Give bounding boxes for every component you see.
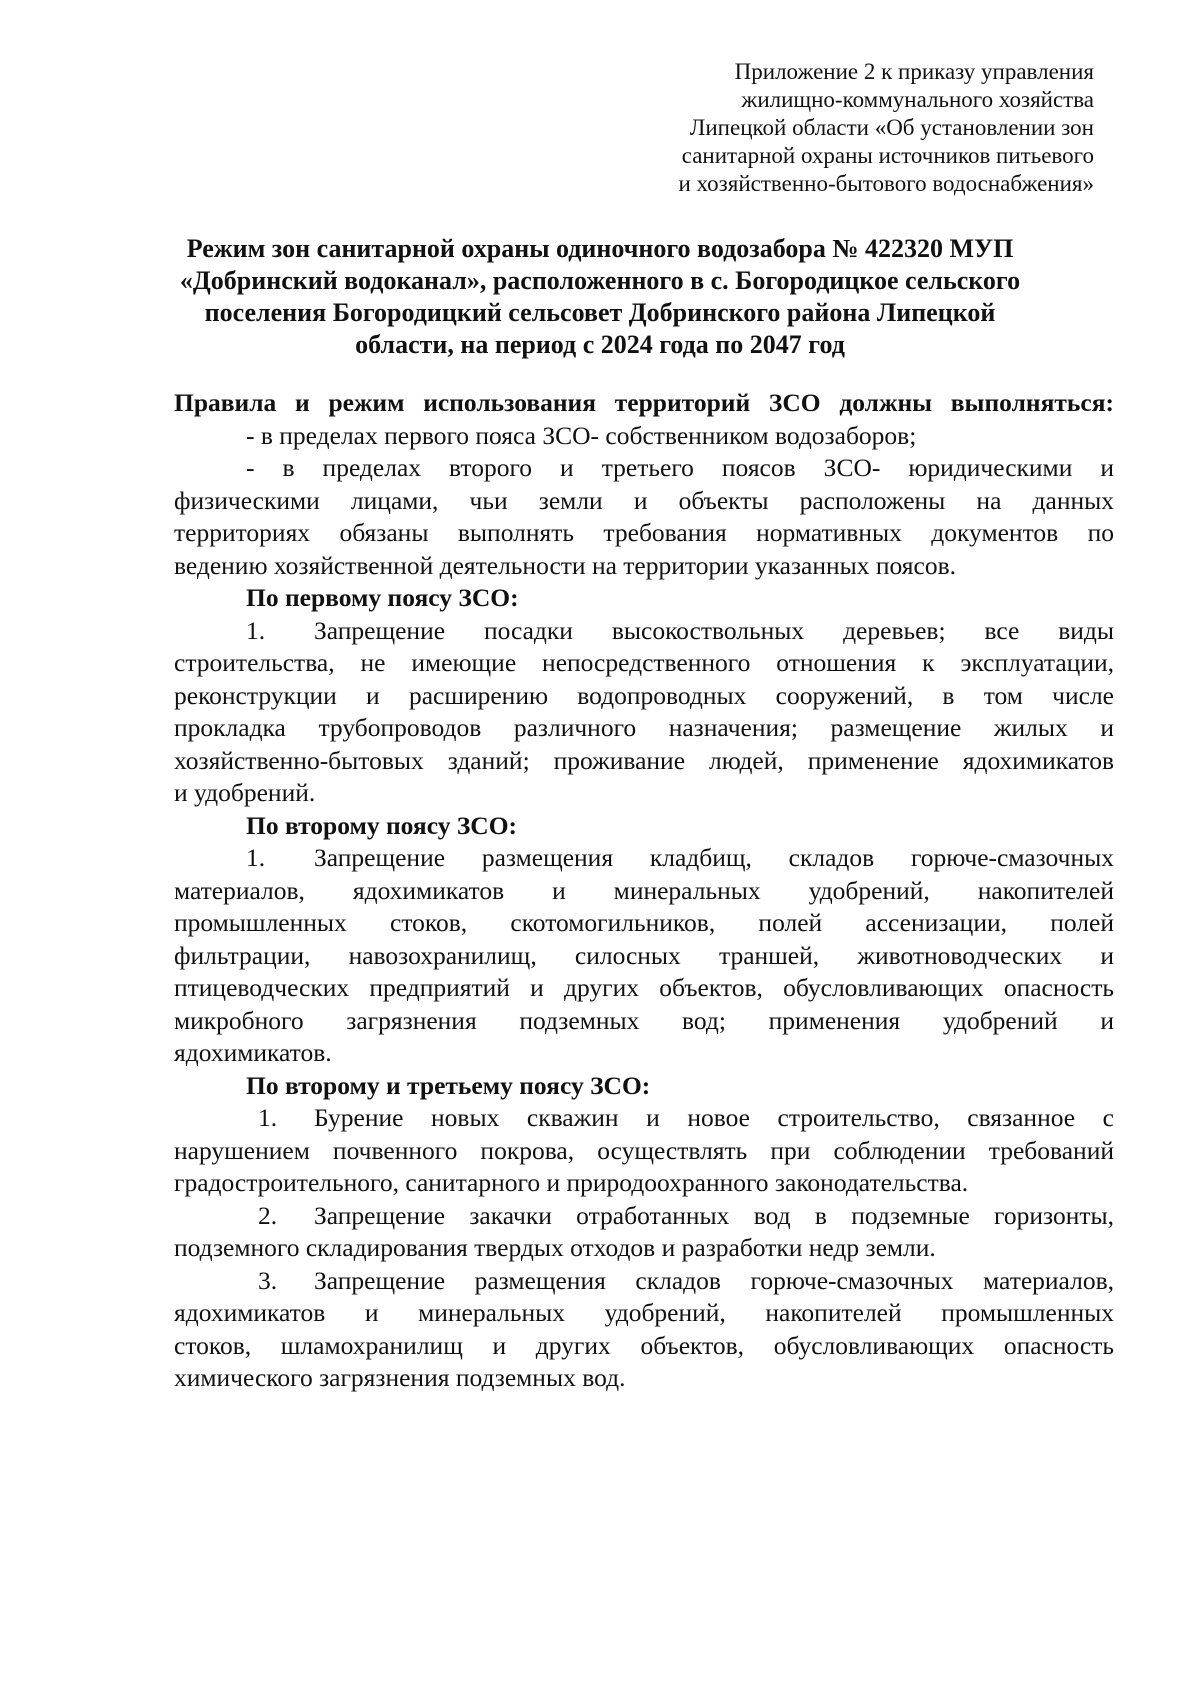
- title-line: «Добринский водоканал», расположенного в с. Богородицкое сельского: [179, 266, 1021, 295]
- document-body: [174, 387, 1114, 1395]
- belt1-item: [174, 615, 1114, 648]
- belt2-line: микробного загрязнения подземных вод; применения удобрений и: [174, 1005, 1114, 1035]
- belt2-line: птицеводческих предприятий и других объектов, обусловливающих опасность: [174, 973, 1114, 1002]
- item-text: Бурение новых скважин и новое строительство, связанное с: [314, 1103, 1114, 1132]
- item-number: 1.: [246, 843, 266, 872]
- document-title: [150, 233, 1050, 361]
- rules-line: физическими лицами, чьи земли и объекты расположены на данных: [174, 485, 1114, 515]
- item-text: Запрещение посадки высокоствольных деревьев; все виды: [314, 615, 1114, 645]
- belt2-heading: По второму поясу ЗСО:: [246, 810, 518, 840]
- belt1-line: и удобрений.: [174, 778, 316, 807]
- belt23-line: нарушением почвенного покрова, осуществлять при соблюдении требований: [174, 1135, 1114, 1165]
- annex-note: [534, 58, 1094, 198]
- belt2-line: материалов, ядохимикатов и минеральных удобрений, накопителей: [174, 875, 1114, 905]
- title-line: области, на период с 2024 года по 2047 год: [355, 330, 845, 359]
- item-text: Запрещение размещения складов горюче-смазочных материалов,: [314, 1265, 1114, 1295]
- rules-item-first-belt: - в пределах первого пояса ЗСО- собственником водозаборов;: [246, 420, 917, 450]
- belt23-line: ядохимикатов и минеральных удобрений, накопителей промышленных: [174, 1298, 1114, 1327]
- rules-line: территориях обязаны выполнять требования нормативных документов по: [174, 518, 1114, 547]
- item-number: 2.: [258, 1200, 278, 1230]
- belt23-line: подземного складирования твердых отходов и разработки недр земли.: [174, 1233, 936, 1262]
- belt2-item: [174, 842, 1114, 875]
- annex-line: Липецкой области «Об установлении зон: [689, 115, 1094, 140]
- item-number: 1.: [258, 1103, 278, 1132]
- belt1-line: реконструкции и расширению водопроводных сооружений, в том числе: [174, 680, 1114, 710]
- annex-line: санитарной охраны источников питьевого: [681, 143, 1094, 168]
- belt2-line: ядохимикатов.: [174, 1038, 332, 1067]
- item-number: 3.: [258, 1265, 278, 1295]
- title-line: поселения Богородицкий сельсовет Добринского района Липецкой: [204, 298, 996, 327]
- annex-line: Приложение 2 к приказу управления: [734, 59, 1094, 84]
- belt2-line: фильтрации, навозохранилищ, силосных траншей, животноводческих и: [174, 940, 1114, 970]
- belt23-heading: По второму и третьему поясу ЗСО:: [246, 1070, 651, 1100]
- annex-line: жилищно-коммунального хозяйства: [741, 87, 1094, 112]
- belt23-item: [174, 1200, 1114, 1233]
- rules-line: ведению хозяйственной деятельности на территории указанных поясов.: [174, 550, 957, 580]
- item-text: Запрещение размещения кладбищ, складов горюче-смазочных: [314, 843, 1114, 872]
- title-line: Режим зон санитарной охраны одиночного водозабора № 422320 МУП: [186, 234, 1014, 263]
- belt23-line: стоков, шламохранилищ и других объектов, обусловливающих опасность: [174, 1330, 1114, 1360]
- belt23-item: [174, 1265, 1114, 1298]
- item-text: Запрещение закачки отработанных вод в подземные горизонты,: [314, 1200, 1114, 1230]
- belt23-line: химического загрязнения подземных вод.: [174, 1363, 626, 1392]
- belt1-heading: По первому поясу ЗСО:: [246, 583, 519, 612]
- belt1-line: хозяйственно-бытовых зданий; проживание людей, применение ядохимикатов: [174, 745, 1114, 775]
- rules-item-second-belt: - в пределах второго и третьего поясов ЗСО- юридическими и: [246, 453, 1114, 482]
- rules-heading: Правила и режим использования территорий ЗСО должны выполняться:: [174, 388, 1114, 417]
- belt2-line: промышленных стоков, скотомогильников, полей ассенизации, полей: [174, 908, 1114, 937]
- belt23-item: [174, 1102, 1114, 1135]
- belt1-line: прокладка трубопроводов различного назначения; размещение жилых и: [174, 713, 1114, 742]
- belt23-line: градостроительного, санитарного и природоохранного законодательства.: [174, 1168, 969, 1197]
- belt1-line: строительства, не имеющие непосредственного отношения к эксплуатации,: [174, 648, 1114, 677]
- item-number: 1.: [246, 615, 266, 645]
- annex-line: и хозяйственно-бытового водоснабжения»: [678, 171, 1094, 196]
